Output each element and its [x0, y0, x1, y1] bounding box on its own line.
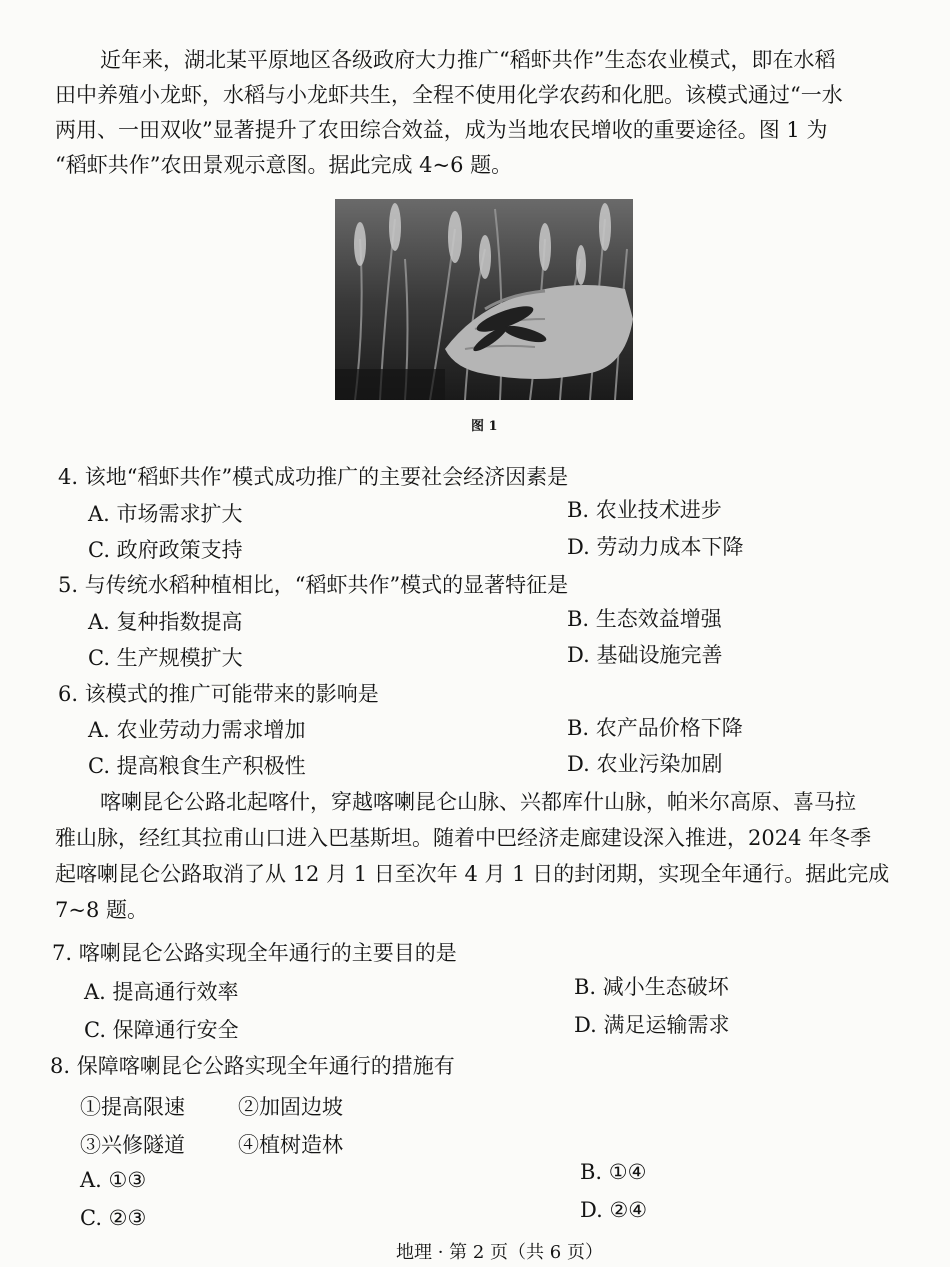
- question-6-stem: 6. 该模式的推广可能带来的影响是: [58, 682, 379, 706]
- question-7-option-c[interactable]: C. 保障通行安全: [84, 1018, 239, 1042]
- question-4-option-b[interactable]: B. 农业技术进步: [567, 498, 722, 522]
- question-8-option-d[interactable]: D. ②④: [580, 1198, 648, 1222]
- figure-1-rice-shrimp-photo: [335, 199, 633, 400]
- passage1-line-4: “稻虾共作”农田景观示意图。据此完成 4~6 题。: [55, 153, 513, 177]
- passage1-line-1: 近年来，湖北某平原地区各级政府大力推广“稻虾共作”生态农业模式，即在水稻: [100, 48, 836, 72]
- question-8-option-a[interactable]: A. ①③: [80, 1168, 147, 1192]
- rice-field-illustration: [335, 199, 633, 400]
- question-4-option-d[interactable]: D. 劳动力成本下降: [567, 535, 744, 559]
- question-8-option-b[interactable]: B. ①④: [580, 1160, 647, 1184]
- question-4-option-a[interactable]: A. 市场需求扩大: [88, 502, 243, 526]
- question-7-stem: 7. 喀喇昆仑公路实现全年通行的主要目的是: [52, 941, 457, 965]
- question-8-option-c[interactable]: C. ②③: [80, 1206, 147, 1230]
- passage2-line-2: 雅山脉，经红其拉甫山口进入巴基斯坦。随着中巴经济走廊建设深入推进，2024 年冬季: [55, 826, 872, 850]
- question-6-option-b[interactable]: B. 农产品价格下降: [567, 716, 743, 740]
- figure-1-caption: 图 1: [471, 419, 498, 434]
- question-8-item-1: ①提高限速: [80, 1095, 185, 1119]
- question-8-item-2: ②加固边坡: [238, 1095, 343, 1119]
- passage1-line-2: 田中养殖小龙虾，水稻与小龙虾共生，全程不使用化学农药和化肥。该模式通过“一水: [55, 83, 843, 107]
- passage2-line-3: 起喀喇昆仑公路取消了从 12 月 1 日至次年 4 月 1 日的封闭期，实现全年通行。据此完成: [55, 862, 890, 886]
- question-8-stem: 8. 保障喀喇昆仑公路实现全年通行的措施有: [50, 1054, 455, 1078]
- question-5-option-d[interactable]: D. 基础设施完善: [567, 643, 723, 667]
- question-6-option-d[interactable]: D. 农业污染加剧: [567, 752, 723, 776]
- question-7-option-b[interactable]: B. 减小生态破坏: [574, 975, 729, 999]
- question-7-option-d[interactable]: D. 满足运输需求: [574, 1013, 730, 1037]
- passage2-line-1: 喀喇昆仑公路北起喀什，穿越喀喇昆仑山脉、兴都库什山脉，帕米尔高原、喜马拉: [100, 790, 856, 814]
- question-4-option-c[interactable]: C. 政府政策支持: [88, 538, 243, 562]
- question-7-option-a[interactable]: A. 提高通行效率: [84, 980, 239, 1004]
- question-6-option-c[interactable]: C. 提高粮食生产积极性: [88, 754, 306, 778]
- passage2-line-4: 7~8 题。: [55, 898, 148, 922]
- question-5-option-a[interactable]: A. 复种指数提高: [88, 610, 243, 634]
- question-5-stem: 5. 与传统水稻种植相比，“稻虾共作”模式的显著特征是: [58, 573, 569, 597]
- question-8-item-3: ③兴修隧道: [80, 1133, 185, 1157]
- question-6-option-a[interactable]: A. 农业劳动力需求增加: [88, 718, 306, 742]
- question-8-item-4: ④植树造林: [238, 1133, 343, 1157]
- question-5-option-b[interactable]: B. 生态效益增强: [567, 607, 722, 631]
- question-5-option-c[interactable]: C. 生产规模扩大: [88, 646, 243, 670]
- page-footer: 地理 · 第 2 页（共 6 页）: [396, 1242, 603, 1263]
- passage1-line-3: 两用、一田双收”显著提升了农田综合效益，成为当地农民增收的重要途径。图 1 为: [55, 118, 828, 142]
- question-4-stem: 4. 该地“稻虾共作”模式成功推广的主要社会经济因素是: [58, 465, 569, 489]
